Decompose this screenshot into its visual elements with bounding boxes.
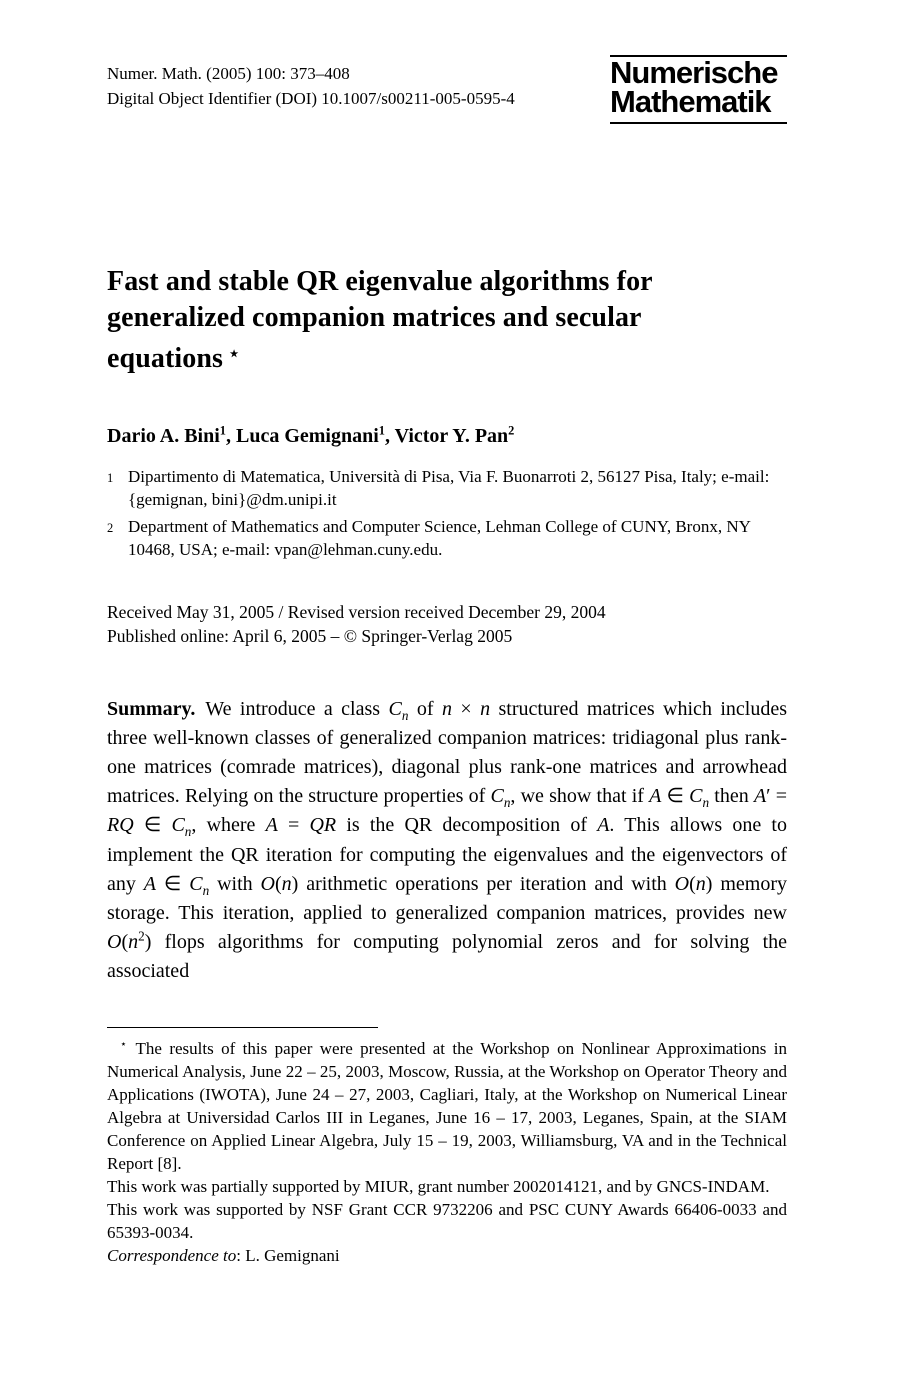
article-title: Fast and stable QR eigenvalue algorithms for generalized companion matrices and secular equations ⋆ bbox=[107, 265, 653, 374]
footnotes-block bbox=[107, 1037, 787, 1267]
affiliation-text: Dipartimento di Matematica, Università di Pisa, Via F. Buonarroti 2, 56127 Pisa, Italy; e-mail: {gemignan, bini}@dm.unipi.it bbox=[128, 466, 770, 510]
author-line: Dario A. Bini$^1$, Luca Gemignani$^1$, Victor Y. Pan$^2$ bbox=[107, 423, 515, 447]
header-citation-block bbox=[107, 55, 515, 111]
journal-citation: Numer. Math. (2005) 100: 373–408 bbox=[107, 64, 350, 83]
dates-block bbox=[107, 600, 787, 649]
published-line: Published online: April 6, 2005 – © Springer-Verlag 2005 bbox=[107, 626, 513, 647]
page-header bbox=[107, 55, 787, 124]
received-line: Received May 31, 2005 / Revised version received December 29, 2004 bbox=[107, 601, 606, 622]
footnote-star: ⋆ The results of this paper were presented at the Workshop on Nonlinear Approximations in Numerical Analysis, June 22 – 25, 2003, Moscow, Russia, at the Workshop on Operator Theory and Applications (IWOTA), June 24 – 27, 2003, Cagliari, Italy, at the Workshop on Numerical Linear Algebra at Universidad Carlos III in Leganes, June 16 – 17, 2003, Leganes, Spain, at the SIAM Conference on Applied Linear Algebra, July 15 – 19, 2003, Williamsburg, VA and in the Technical Report [8]. bbox=[107, 1038, 787, 1173]
affiliation-item bbox=[107, 515, 787, 562]
affiliation-marker: 2 bbox=[107, 520, 114, 535]
affiliation-marker: 1 bbox=[107, 470, 114, 485]
summary-paragraph: Summary. We introduce a class $C_n$ of n × n structured matrices which includes three well-known classes of generalized companion matrices: tridiagonal plus rank-one matrices (comrade matrices), diagonal plus rank-one matrices and arrowhead matrices. Relying on the structure properties of $C_n$, we show that if A ∈ $C_n$ then A′ = RQ ∈ $C_n$, where A = QR is the QR decomposition of A. This allows one to implement the QR iteration for computing the eigenvalues and the eigenvectors of any A ∈ $C_n$ with O(n) arithmetic operations per iteration and with O(n) memory storage. This iteration, applied to generalized companion matrices, provides new $O(n^2)$ flops algorithms for computing polynomial zeros and for solving the associated bbox=[107, 697, 788, 983]
footnote-support-2: This work was supported by NSF Grant CCR 9732206 and PSC CUNY Awards 66406-0033 and 65393-0034. bbox=[107, 1199, 787, 1242]
journal-logo-line2: Mathematik bbox=[610, 83, 771, 119]
affiliation-text: Department of Mathematics and Computer Science, Lehman College of CUNY, Bronx, NY 10468, USA; e-mail: vpan@lehman.cuny.edu. bbox=[128, 516, 751, 560]
footnote-rule bbox=[107, 1027, 378, 1028]
affiliations-block bbox=[107, 465, 787, 562]
affiliation-item bbox=[107, 465, 787, 512]
journal-logo bbox=[610, 55, 787, 124]
footnote-support-1: This work was partially supported by MIUR, grant number 2002014121, and by GNCS-INDAM. bbox=[107, 1176, 770, 1196]
doi-line: Digital Object Identifier (DOI) 10.1007/s00211-005-0595-4 bbox=[107, 89, 515, 108]
footnote-correspondence: Correspondence to: L. Gemignani bbox=[107, 1245, 340, 1265]
journal-logo-line1: Numerische bbox=[610, 55, 778, 90]
